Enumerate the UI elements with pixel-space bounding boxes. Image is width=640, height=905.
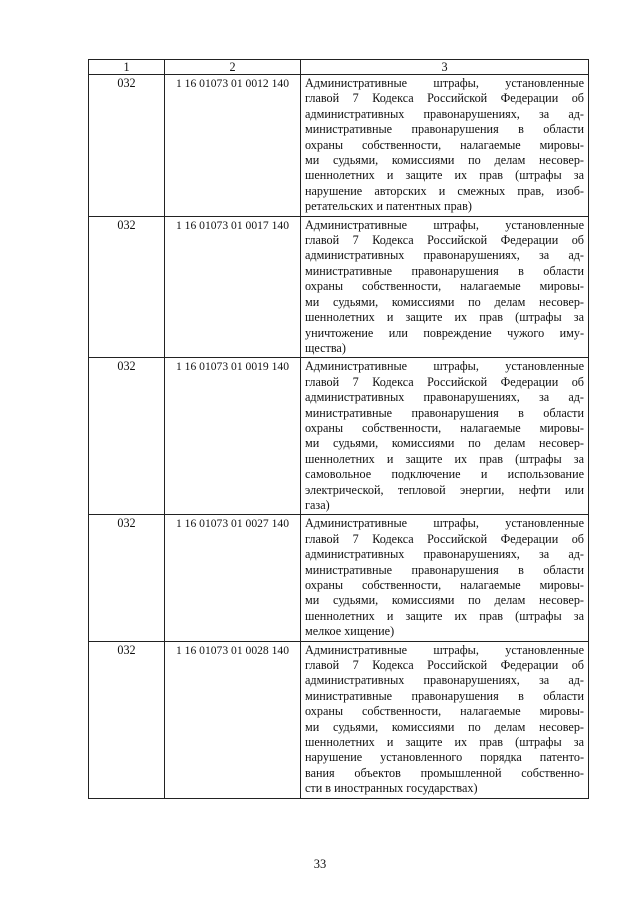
description-line: Административные штрафы, установленные: [305, 217, 584, 232]
description-line: охраны собственности, налагаемые мировы-: [305, 137, 584, 152]
table-body: [89, 75, 589, 799]
page-number: 33: [313, 857, 327, 871]
description-line: уничтожение или повреждение чужого иму-: [305, 325, 584, 340]
budget-classification-code-cell: 1 16 01073 01 0028 140: [165, 641, 301, 798]
revenue-description-cell: [301, 641, 589, 798]
admin-code-cell: 032: [89, 75, 165, 217]
budget-classification-code-cell: 1 16 01073 01 0019 140: [165, 358, 301, 515]
description-line: шеннолетних и защите их прав (штрафы за: [305, 451, 584, 466]
description-line: шеннолетних и защите их прав (штрафы за: [305, 310, 584, 325]
description-line: административных правонарушениях, за ад-: [305, 390, 584, 405]
table-header-row: [89, 60, 589, 75]
description-line: нарушение авторских и смежных прав, изоб-: [305, 183, 584, 198]
description-line: электрической, тепловой энергии, нефти или: [305, 482, 584, 497]
revenue-description-cell: [301, 515, 589, 641]
description-line: главой 7 Кодекса Российской Федерации об: [305, 91, 584, 106]
description-line: ми судьями, комиссиями по делам несовер-: [305, 436, 584, 451]
description-line: ми судьями, комиссиями по делам несовер-: [305, 294, 584, 309]
column-header-2: 2: [165, 60, 301, 75]
budget-classification-code-cell: 1 16 01073 01 0027 140: [165, 515, 301, 641]
description-line: вания объектов промышленной собственно-: [305, 765, 584, 780]
description-line: министративные правонарушения в области: [305, 122, 584, 137]
description-line: ми судьями, комиссиями по делам несовер-: [305, 153, 584, 168]
description-line: ми судьями, комиссиями по делам несовер-: [305, 719, 584, 734]
description-line: Административные штрафы, установленные: [305, 516, 584, 531]
description-line: административных правонарушениях, за ад-: [305, 547, 584, 562]
description-line: главой 7 Кодекса Российской Федерации об: [305, 233, 584, 248]
description-line: Административные штрафы, установленные: [305, 359, 584, 374]
column-header-3: 3: [301, 60, 589, 75]
table-row: [89, 641, 589, 798]
budget-classification-code-cell: 1 16 01073 01 0012 140: [165, 75, 301, 217]
description-line: газа): [305, 497, 330, 512]
table-row: [89, 358, 589, 515]
description-line: министративные правонарушения в области: [305, 405, 584, 420]
description-line: административных правонарушениях, за ад-: [305, 673, 584, 688]
description-line: главой 7 Кодекса Российской Федерации об: [305, 531, 584, 546]
description-line: министративные правонарушения в области: [305, 263, 584, 278]
description-line: главой 7 Кодекса Российской Федерации об: [305, 658, 584, 673]
description-line: мелкое хищение): [305, 624, 395, 639]
budget-classification-code-cell: 1 16 01073 01 0017 140: [165, 216, 301, 358]
revenue-description-cell: [301, 216, 589, 358]
description-line: шеннолетних и защите их прав (штрафы за: [305, 735, 584, 750]
description-line: административных правонарушениях, за ад-: [305, 106, 584, 121]
description-line: охраны собственности, налагаемые мировы-: [305, 704, 584, 719]
column-header-1: 1: [89, 60, 165, 75]
admin-code-cell: 032: [89, 358, 165, 515]
description-line: охраны собственности, налагаемые мировы-: [305, 279, 584, 294]
admin-code-cell: 032: [89, 515, 165, 641]
table-row: [89, 515, 589, 641]
budget-codes-table: [88, 59, 589, 799]
description-line: Административные штрафы, установленные: [305, 642, 584, 657]
description-line: щества): [305, 340, 346, 355]
description-line: охраны собственности, налагаемые мировы-: [305, 420, 584, 435]
admin-code-cell: 032: [89, 641, 165, 798]
description-line: сти в иностранных государствах): [305, 781, 478, 796]
description-line: министративные правонарушения в области: [305, 688, 584, 703]
description-line: охраны собственности, налагаемые мировы-: [305, 578, 584, 592]
description-line: Административные штрафы, установленные: [305, 76, 584, 90]
revenue-description-cell: [301, 358, 589, 515]
description-line: ми судьями, комиссиями по делам несовер-: [305, 593, 584, 608]
description-line: нарушение установленного порядка патенто-: [305, 750, 584, 765]
description-line: шеннолетних и защите их прав (штрафы за: [305, 168, 584, 183]
description-line: шеннолетних и защите их прав (штрафы за: [305, 608, 584, 623]
description-line: самовольное подключение и использование: [305, 467, 584, 482]
description-line: административных правонарушениях, за ад-: [305, 248, 584, 263]
description-line: министративные правонарушения в области: [305, 562, 584, 577]
revenue-description-cell: [301, 75, 589, 217]
table-row: [89, 75, 589, 217]
admin-code-cell: 032: [89, 216, 165, 358]
description-line: главой 7 Кодекса Российской Федерации об: [305, 374, 584, 389]
description-line: ретательских и патентных прав): [305, 199, 472, 214]
table-row: [89, 216, 589, 358]
